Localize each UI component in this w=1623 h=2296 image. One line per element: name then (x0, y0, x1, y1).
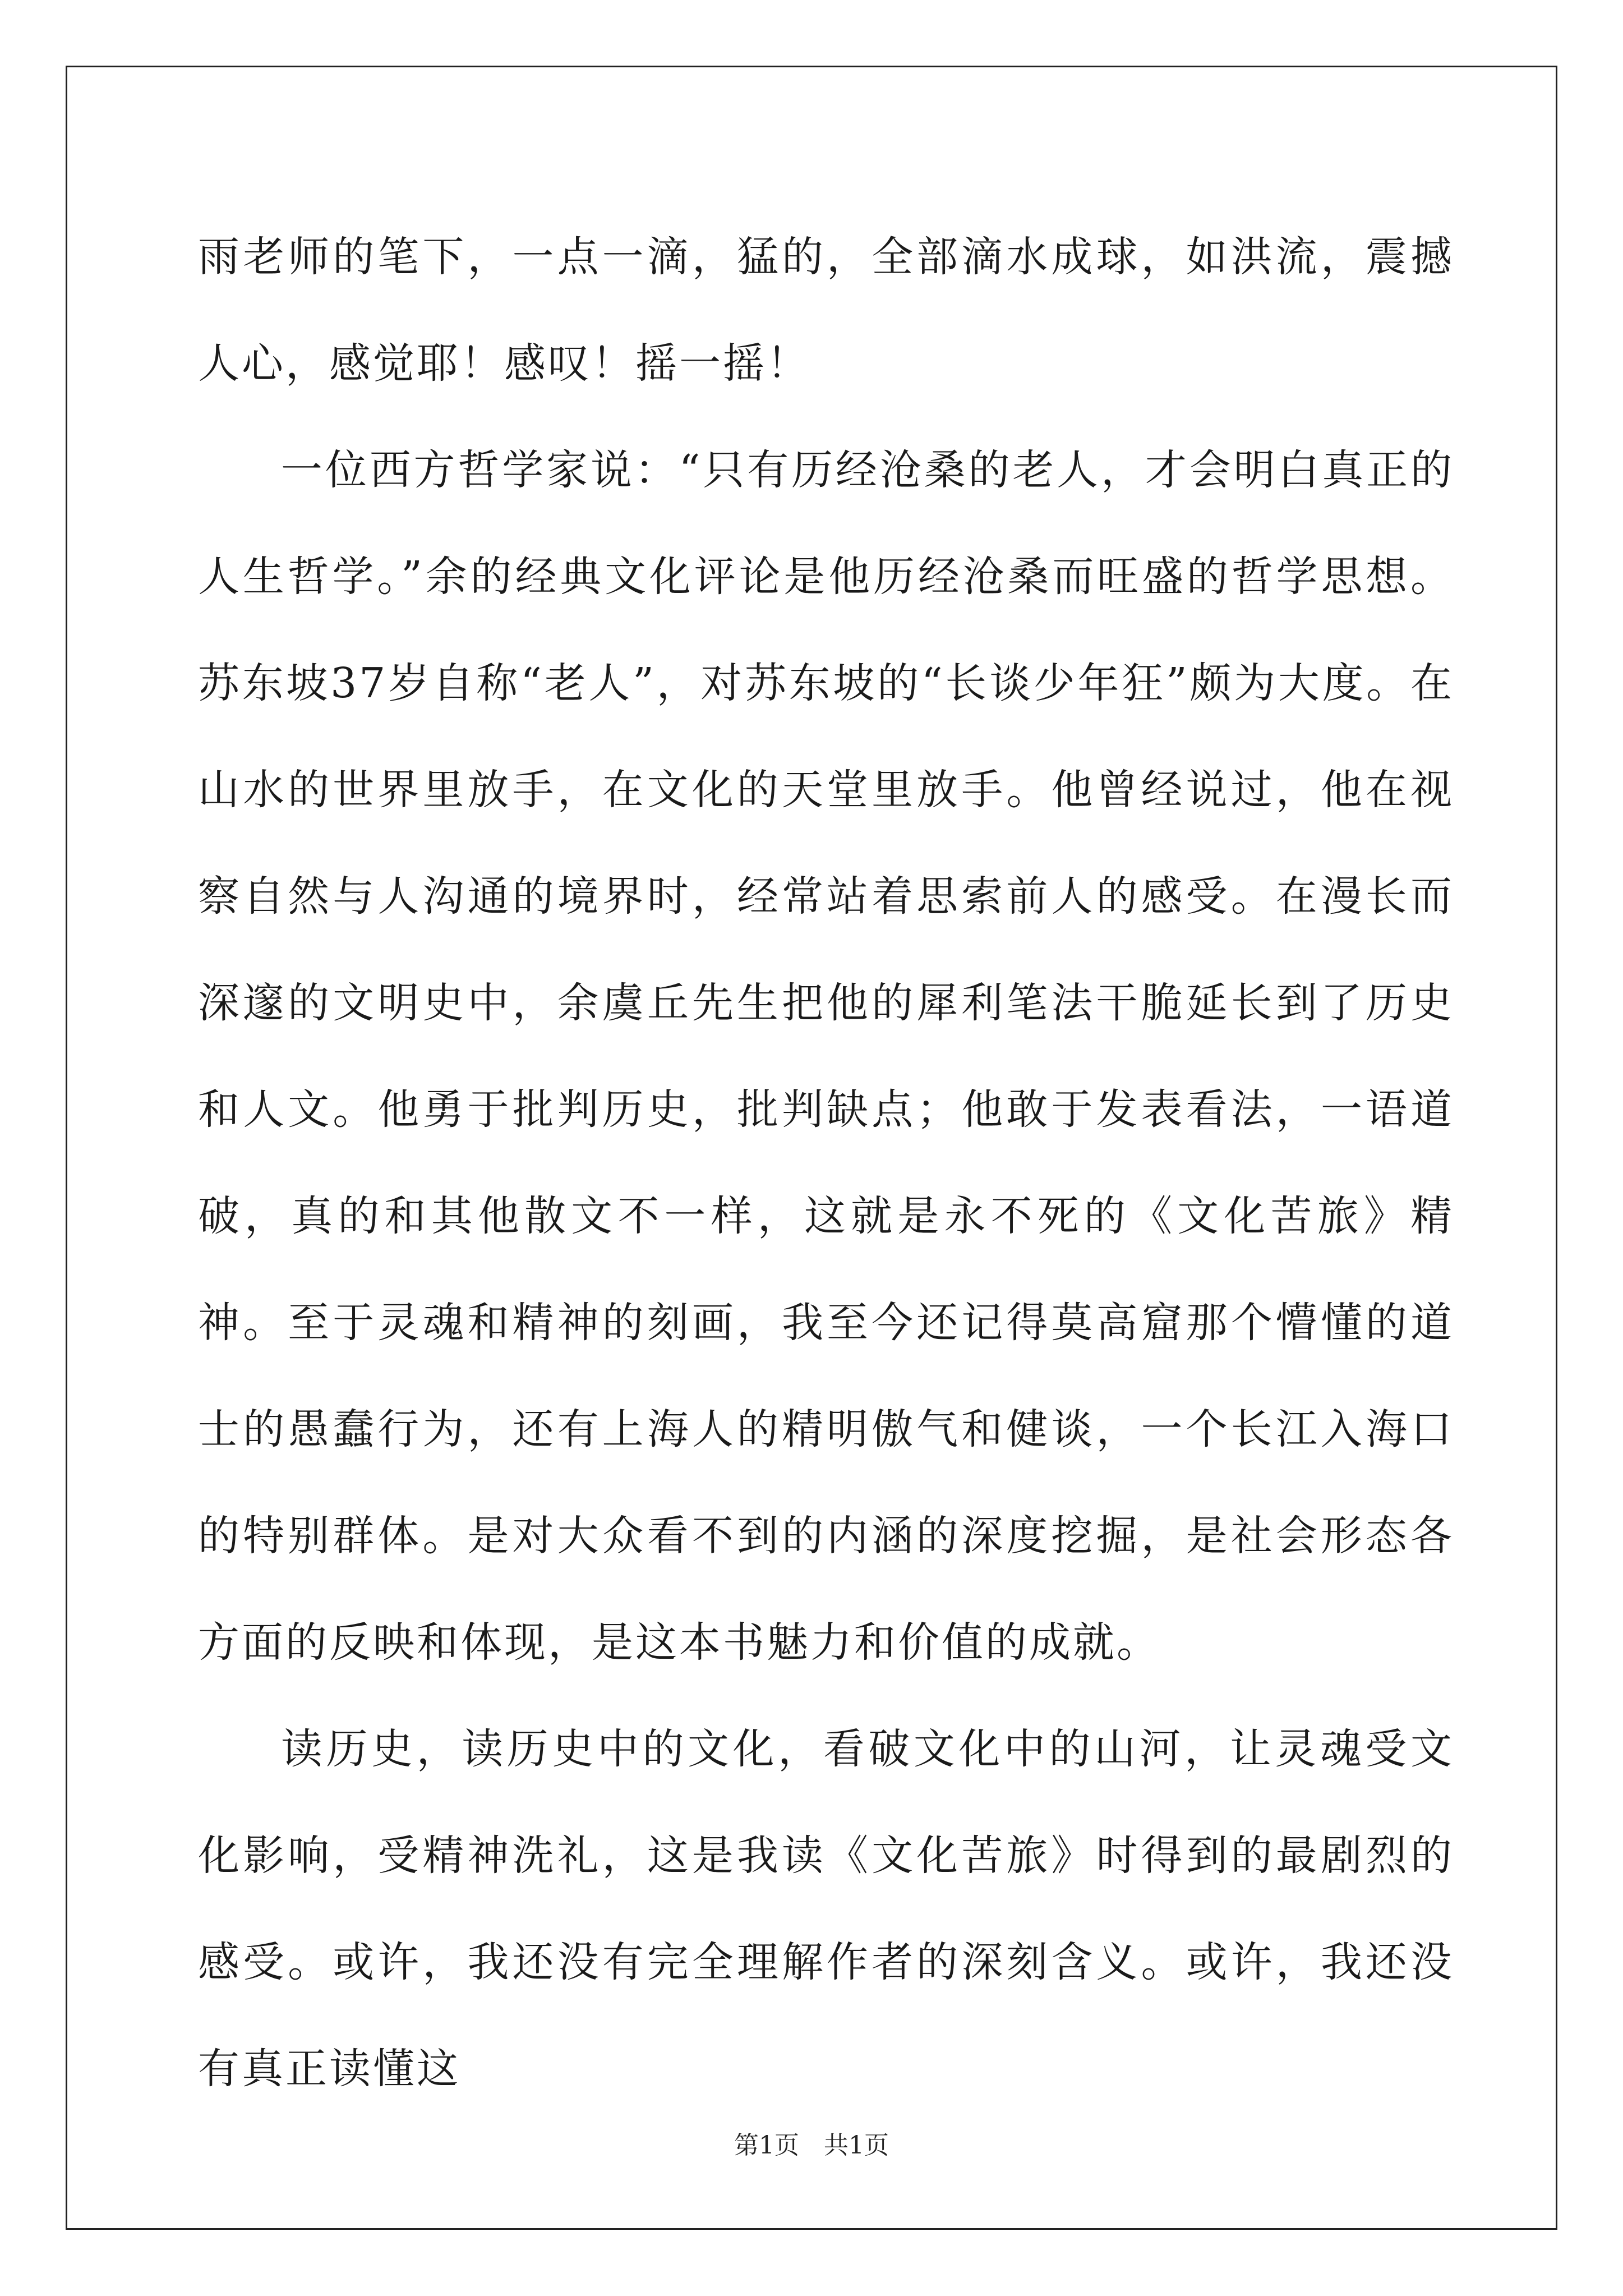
paragraph-2: 一位西方哲学家说：“只有历经沧桑的老人，才会明白真正的人生哲学。”余的经典文化评论是他历经沧桑而旺盛的哲学思想。苏东坡37岁自称“老人”，对苏东坡的“长谈少年狂”颇为大度。在山水的世界里放手，在文化的天堂里放手。他曾经说过，他在视察自然与人沟通的境界时，经常站着思索前人的感受。在漫长而深邃的文明史中，余虞丘先生把他的犀利笔法干脆延长到了历史和人文。他勇于批判历史，批判缺点；他敢于发表看法，一语道破，真的和其他散文不一样，这就是永不死的《文化苦旅》精神。至于灵魂和精神的刻画，我至今还记得莫高窟那个懵懂的道士的愚蠢行为，还有上海人的精明傲气和健谈，一个长江入海口的特别群体。是对大众看不到的内涵的深度挖掘，是社会形态各方面的反映和体现，是这本书魅力和价值的成就。 (198, 446, 1454, 1667)
document-body (198, 204, 1454, 2122)
paragraph-3: 读历史，读历史中的文化，看破文化中的山河，让灵魂受文化影响，受精神洗礼，这是我读《文化苦旅》时得到的最剧烈的感受。或许，我还没有完全理解作者的深刻含义。或许，我还没有真正读懂这 (198, 1725, 1454, 2093)
page-total: 共1页 (824, 2131, 889, 2160)
paragraph-1: 雨老师的笔下，一点一滴，猛的，全部滴水成球，如洪流，震撼人心，感觉耶！感叹！摇一摇！ (198, 233, 1454, 388)
page-footer (0, 2129, 1623, 2162)
page-number: 第1页 (734, 2131, 799, 2160)
